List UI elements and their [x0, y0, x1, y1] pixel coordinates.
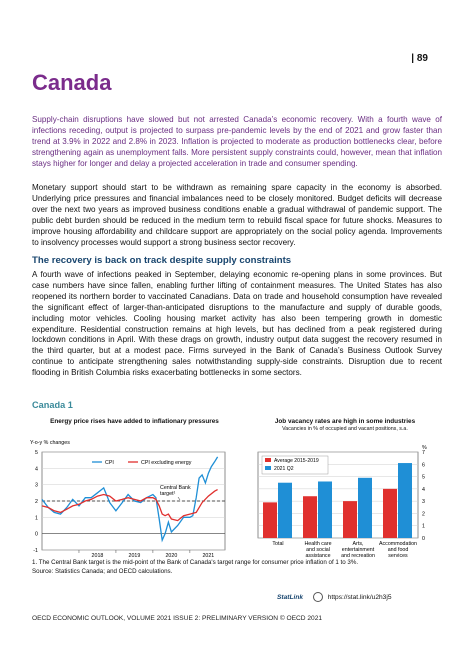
y-tick-label: 6	[422, 462, 425, 469]
y-tick-label: 1	[422, 523, 425, 530]
footnote: 1. The Central Bank target is the mid-point of the Bank of Canada's target range for consumer price inflation of 1 to 3%.	[32, 559, 359, 566]
y-axis-label: Y-o-y % changes	[30, 440, 70, 446]
legend-label: 2021 Q2	[274, 466, 294, 472]
chart-right-panel	[250, 418, 440, 432]
y-tick-label: 7	[422, 450, 425, 456]
chart-right-title: Job vacancy rates are high in some industries	[274, 418, 416, 425]
target-annotation: Central Bank	[160, 485, 191, 491]
section-paragraph: A fourth wave of infections peaked in September, delaying economic re-opening plans in some provinces. But case numbers have since fallen, enabling further lifting of containment measures. The United States has also reopened its northern border to vaccinated Canadians. Data on trade and household consumption have revealed the significant effect of larger-than-anticipated disruptions to the manufacture and supply of durable goods, including motor vehicles. Cooling housing market activity has also been tempering growth in domestic expenditure. Residential construction remains at high levels, but has declined from a peak registered during lockdown conditions in April. With these drags on growth, industry output data suggest the recovery resumed in the third quarter, but at a modest pace. Firms surveyed in the Bank of Canada’s Business Outlook Survey continue to anticipate strengthening sales notwithstanding supply-side constraints. Disruption due to recent flooding in British Columbia risks exacerbating bottlenecks in some sectors.	[32, 270, 442, 378]
x-tick-label: 2020	[165, 553, 178, 559]
y-tick-label: 5	[422, 474, 425, 481]
section-heading: The recovery is back on track despite supply constraints	[32, 255, 292, 266]
bar	[343, 501, 357, 538]
annotation-leader	[178, 497, 180, 500]
y-tick-label: 1	[35, 515, 38, 522]
legend-label: Average 2015-2019	[274, 458, 319, 464]
category-label: services	[388, 553, 408, 559]
y-tick-label: 0	[35, 531, 38, 538]
statlink-logo: StatLink	[277, 593, 304, 601]
bar	[383, 489, 397, 538]
category-label: Total	[272, 541, 284, 547]
legend-label: CPI	[105, 460, 114, 466]
cpi-line-chart	[28, 434, 233, 562]
category-label: Health care	[304, 541, 332, 547]
legend-swatch	[265, 466, 271, 470]
category-label: Accommodation	[379, 541, 417, 547]
y-tick-label: 5	[35, 450, 38, 456]
category-label: assistance	[305, 553, 331, 559]
y-axis-unit: %	[422, 445, 427, 451]
chart-right-subtitle: Vacancies in % of occupied and vacant positions, s.a.	[282, 425, 408, 432]
x-tick-label: 2019	[128, 553, 141, 559]
page-footer: OECD ECONOMIC OUTLOOK, VOLUME 2021 ISSUE 2: PRELIMINARY VERSION © OECD 2021	[32, 615, 323, 622]
source-note: Source: Statistics Canada; and OECD calculations.	[32, 568, 173, 575]
category-label: and social	[306, 547, 330, 553]
statlink-url[interactable]: https://stat.link/u2h3j5	[327, 593, 392, 601]
bar	[303, 496, 317, 538]
x-tick-label: 2018	[91, 553, 104, 559]
y-tick-label: 2	[35, 499, 38, 505]
policy-paragraph: Monetary support should start to be withdrawn as remaining spare capacity in the economy is absorbed. Underlying price pressures and financial imbalances need to be closely monitored. Budget deficits will decrease over the next two years as improved business conditions enable a gradual withdrawal of pandemic support. The public debt burden should be reduced in the medium term to rebuild fiscal space for future shocks. Measures to improve housing affordability and childcare support are appropriately on the social policy agenda. Improvements to insolvency processes would support a strong business sector recovery.	[32, 183, 442, 247]
bar	[398, 463, 412, 538]
link-icon	[313, 592, 323, 602]
category-label: Arts,	[352, 541, 364, 547]
bar	[278, 483, 292, 538]
y-tick-label: 3	[422, 499, 425, 506]
bar	[263, 502, 277, 538]
statlink	[277, 592, 391, 602]
y-tick-label: 3	[35, 482, 38, 489]
bar	[358, 478, 372, 538]
job-vacancy-bar-chart	[250, 434, 442, 566]
figure-title: Canada 1	[32, 400, 73, 410]
chart-left-panel	[32, 418, 237, 426]
chart-left-title: Energy price rises have added to inflationary pressures	[50, 418, 219, 425]
legend-label: CPI excluding energy	[141, 460, 192, 466]
intro-paragraph: Supply-chain disruptions have slowed but not arrested Canada’s economic recovery. With a fourth wave of infections receding, output is projected to surpass pre-pandemic levels by the end of 2021 and grow faster than trend at 3.9% in 2022 and 2.8% in 2023. Inflation is projected to moderate as production bottlenecks clear, before strengthening again as unemployment falls. More persistent supply constraints could, however, mean that inflation stays higher for longer and delay a projected acceleration in trade and consumer spending.	[32, 115, 442, 168]
bar	[318, 481, 332, 538]
y-tick-label: 4	[35, 466, 38, 473]
category-label: entertainment	[341, 547, 375, 553]
y-tick-label: 2	[422, 511, 425, 518]
legend-swatch	[265, 458, 271, 462]
y-tick-label: 4	[422, 486, 425, 493]
category-label: and recreation	[341, 553, 375, 559]
target-annotation-line2: target¹	[160, 491, 176, 497]
category-label: and food	[387, 547, 409, 553]
y-tick-label: 0	[422, 536, 425, 542]
page-title: Canada	[32, 70, 112, 95]
page-number: | 89	[411, 53, 428, 64]
y-tick-label: -1	[33, 548, 38, 554]
x-tick-label: 2021	[202, 553, 215, 559]
